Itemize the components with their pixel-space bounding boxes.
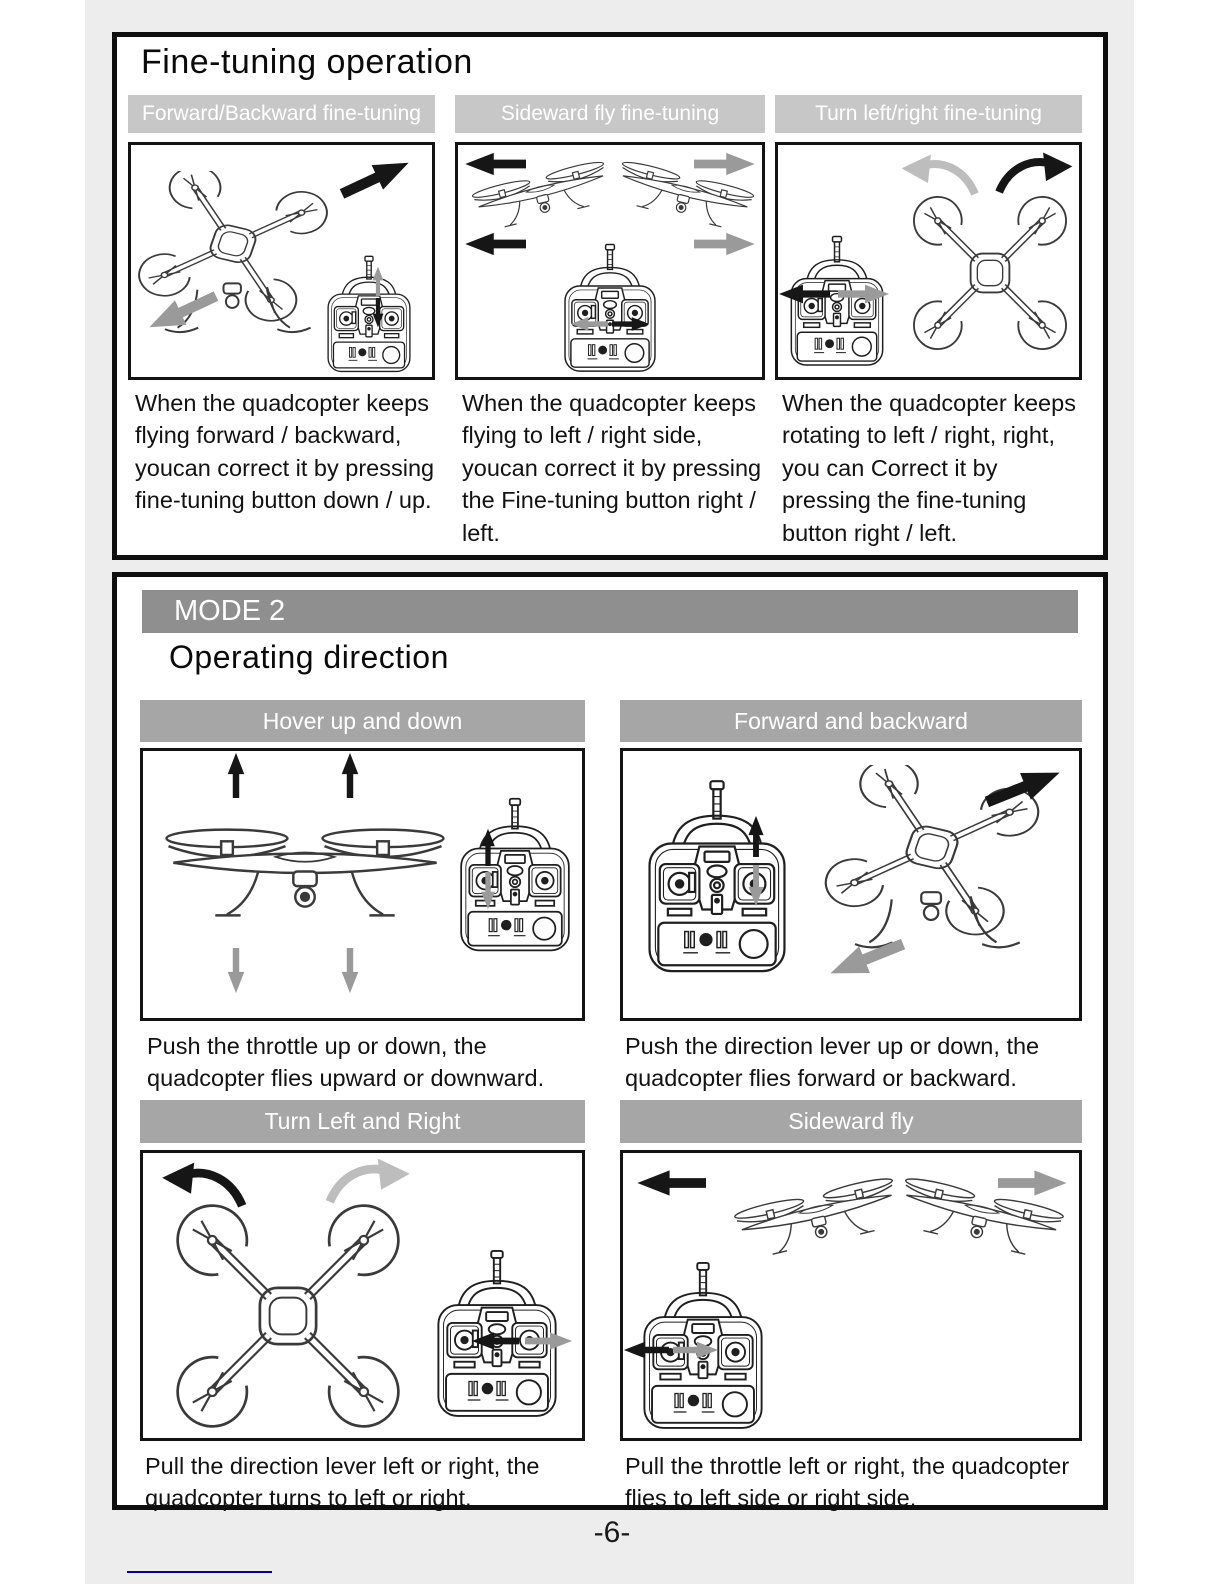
trim-right-arrow-icon — [838, 283, 890, 305]
turn-left-right-caption: Pull the direction lever left or right, the quadcopter turns to left or right. — [145, 1453, 540, 1512]
up-arrow-icon — [222, 752, 250, 798]
rotate-left-arrow-icon — [896, 153, 982, 197]
throttle-up-arrow-icon — [476, 828, 500, 866]
header-forward-backward-fine-tuning: Forward/Backward fine-tuning — [128, 95, 435, 133]
mode2-banner: MODE 2 — [142, 590, 1078, 633]
page-number: -6- — [593, 1516, 631, 1549]
trim-right-arrow-icon — [612, 313, 650, 335]
quadcopter-front-illustration — [149, 809, 461, 936]
right-arrow-icon — [694, 151, 756, 177]
sideward-fly-figure — [620, 1150, 1082, 1441]
forward-backward-caption: Push the direction lever up or down, the quadcopter flies forward or backward. — [625, 1033, 1040, 1092]
header-turn-left-right: Turn Left and Right — [140, 1100, 585, 1143]
fine-tuning-caption-1: When the quadcopter keeps flying forward / backward, youcan correct it by pressing fine-tuning button down / up. — [135, 390, 435, 514]
sideward-fly-fine-tuning-figure — [455, 142, 765, 380]
fine-tuning-title: Fine-tuning operation — [141, 43, 473, 81]
rotate-left-arrow-icon — [155, 1161, 251, 1209]
lever-up-arrow-icon — [743, 815, 769, 857]
rotate-right-arrow-icon — [321, 1157, 417, 1205]
left-arrow-icon — [464, 231, 526, 257]
fine-tuning-caption-3: When the quadcopter keeps rotating to left / right, right, you can Correct it by pressing the fine-tuning button right / left. — [782, 390, 1076, 546]
header-sideward-fly: Sideward fly — [620, 1100, 1082, 1143]
operating-direction-title: Operating direction — [169, 639, 449, 675]
mode2-section — [112, 572, 1108, 1510]
trim-left-arrow-icon — [570, 313, 608, 335]
up-arrow-icon — [336, 752, 364, 798]
forward-backward-figure — [620, 748, 1082, 1021]
lever-left-arrow-icon — [471, 1329, 519, 1353]
down-arrow-icon — [336, 948, 364, 994]
transmitter-illustration — [455, 797, 575, 955]
header-sideward-fly-fine-tuning: Sideward fly fine-tuning — [455, 95, 765, 133]
turn-fine-tuning-figure — [775, 142, 1082, 380]
quadcopter-top-view-illustration — [908, 191, 1072, 355]
rotate-right-arrow-icon — [992, 151, 1078, 195]
trim-left-arrow-icon — [778, 283, 830, 305]
footer-link-line — [127, 1571, 272, 1573]
header-turn-left-right-fine-tuning: Turn left/right fine-tuning — [775, 95, 1082, 133]
fine-tuning-section — [112, 32, 1108, 560]
left-arrow-icon — [635, 1169, 707, 1197]
hover-up-down-figure — [140, 748, 585, 1021]
right-arrow-icon — [694, 231, 756, 257]
transmitter-illustration — [560, 243, 660, 375]
hover-caption: Push the throttle up or down, the quadcopter flies upward or downward. — [147, 1033, 545, 1092]
trim-up-arrow-icon — [368, 266, 388, 296]
header-hover-up-down: Hover up and down — [140, 700, 585, 742]
throttle-down-arrow-icon — [476, 872, 500, 910]
lever-right-arrow-icon — [525, 1329, 573, 1353]
sideward-fly-caption: Pull the throttle left or right, the quadcopter flies to left side or right side. — [625, 1453, 1070, 1512]
turn-left-right-figure — [140, 1150, 585, 1441]
throttle-left-arrow-icon — [623, 1339, 669, 1361]
header-forward-backward: Forward and backward — [620, 700, 1082, 742]
quadcopter-top-view-illustration — [169, 1197, 407, 1435]
left-arrow-icon — [464, 151, 526, 177]
lever-down-arrow-icon — [743, 865, 769, 907]
forward-backward-fine-tuning-figure — [128, 142, 435, 380]
throttle-right-arrow-icon — [673, 1339, 719, 1361]
forward-arrow-icon — [334, 148, 417, 208]
trim-down-arrow-icon — [368, 298, 388, 328]
down-arrow-icon — [222, 948, 250, 994]
fine-tuning-caption-2: When the quadcopter keeps flying to left / right side, youcan correct it by pressing the Fine-tuning button right / left. — [462, 390, 762, 546]
transmitter-illustration — [641, 779, 793, 977]
